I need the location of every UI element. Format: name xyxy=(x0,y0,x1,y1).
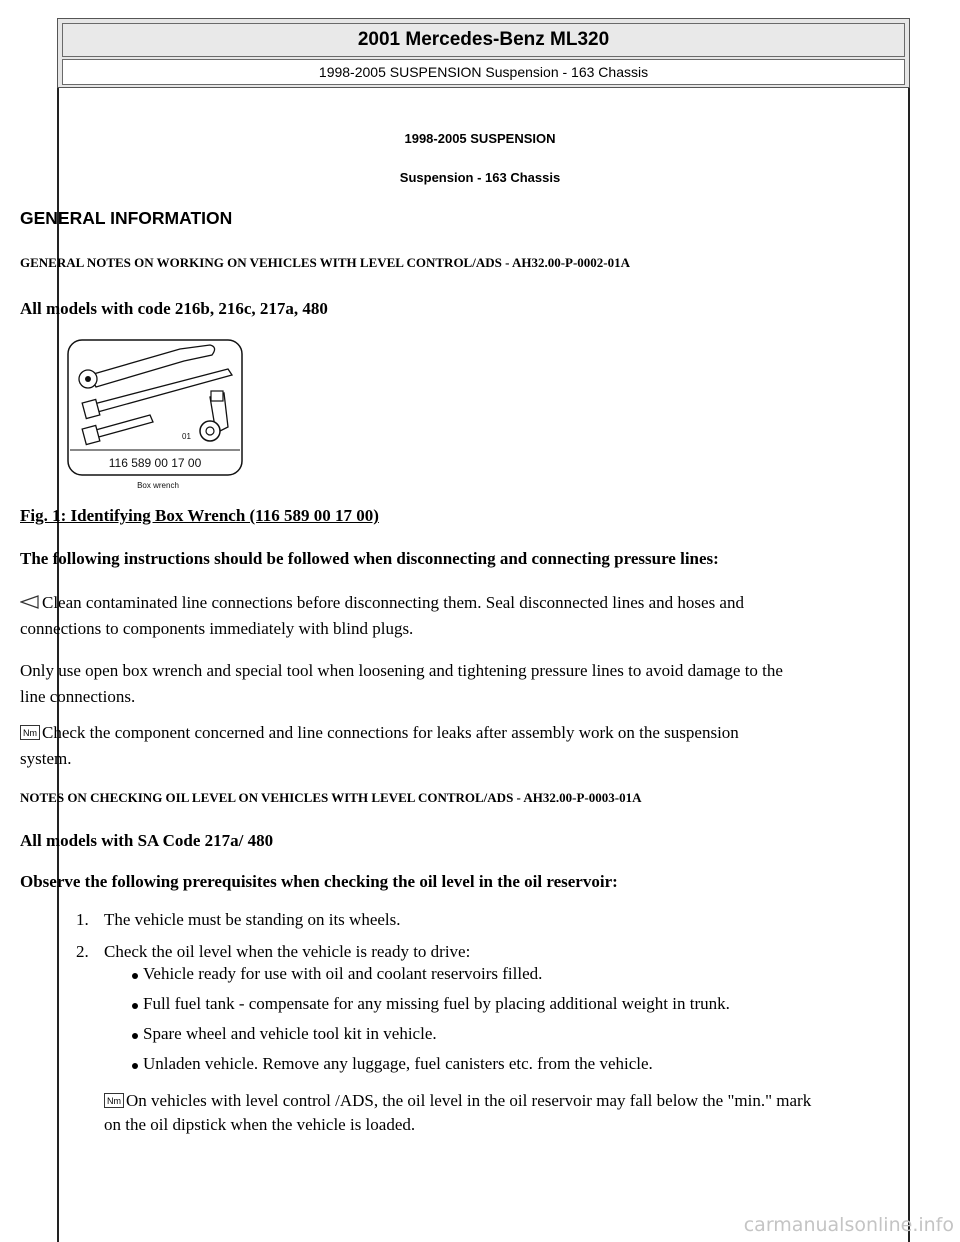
notes1-models: All models with code 216b, 216c, 217a, 480 xyxy=(20,299,328,318)
bullet-item: Spare wheel and vehicle tool kit in vehicle. xyxy=(143,1024,437,1043)
tool-label: Box wrench xyxy=(137,481,179,490)
doc-subtitle: Suspension - 163 Chassis xyxy=(399,170,561,185)
paragraph-clean-line2: connections to components immediately with blind plugs. xyxy=(20,619,414,638)
caution-icon xyxy=(20,595,40,609)
header-subtitle: 1998-2005 SUSPENSION Suspension - 163 Chassis xyxy=(62,59,905,85)
paragraph-wrench-line2: line connections. xyxy=(20,687,136,706)
figure-caption[interactable]: Fig. 1: Identifying Box Wrench (116 589 00 17 00) xyxy=(20,506,379,525)
nm-icon: Nm xyxy=(104,1093,124,1108)
box-wrench-figure xyxy=(60,335,250,493)
paragraph-check xyxy=(20,720,920,772)
bullet-item: Unladen vehicle. Remove any luggage, fuel canisters etc. from the vehicle. xyxy=(143,1054,653,1073)
step-number: 2. xyxy=(76,942,89,961)
paragraph-check-line1: Check the component concerned and line connections for leaks after assembly work on the suspension xyxy=(42,723,739,742)
watermark: carmanualsonline.info xyxy=(743,1214,954,1236)
step-number: 1. xyxy=(76,910,89,929)
doc-title: 1998-2005 SUSPENSION xyxy=(404,131,556,146)
notes2-heading: NOTES ON CHECKING OIL LEVEL ON VEHICLES WITH LEVEL CONTROL/ADS - AH32.00-P-0003-01A xyxy=(20,790,642,805)
header-banner xyxy=(57,18,910,88)
bullet-item: Vehicle ready for use with oil and coolant reservoirs filled. xyxy=(143,964,543,983)
oil-level-note-line2: on the oil dipstick when the vehicle is loaded. xyxy=(104,1115,416,1134)
notes2-models: All models with SA Code 217a/ 480 xyxy=(20,831,274,850)
paragraph-check-line2: system. xyxy=(20,749,72,768)
bullet-item: Full fuel tank - compensate for any missing fuel by placing additional weight in trunk. xyxy=(143,994,730,1013)
tool-number: 116 589 00 17 00 xyxy=(108,456,202,470)
bullet-dot xyxy=(132,1033,138,1039)
bullet-dot xyxy=(132,973,138,979)
paragraph-wrench xyxy=(20,658,920,710)
part-mark: 01 xyxy=(182,432,191,441)
instructions-intro: The following instructions should be followed when disconnecting and connecting pressure lines: xyxy=(20,549,719,568)
notes2-intro: Observe the following prerequisites when checking the oil level in the oil reservoir: xyxy=(20,872,618,891)
bullet-dot xyxy=(132,1003,138,1009)
oil-level-note-line1: On vehicles with level control /ADS, the oil level in the oil reservoir may fall below the "min." mark xyxy=(126,1091,812,1110)
section-heading: GENERAL INFORMATION xyxy=(20,208,233,228)
step-text: The vehicle must be standing on its wheels. xyxy=(104,910,401,929)
step-text: Check the oil level when the vehicle is ready to drive: xyxy=(104,942,471,961)
paragraph-wrench-line1: Only use open box wrench and special tool when loosening and tightening pressure lines to avoid damage to the xyxy=(20,661,783,680)
header-title: 2001 Mercedes-Benz ML320 xyxy=(62,23,905,57)
paragraph-clean xyxy=(20,590,920,642)
bullet-dot xyxy=(132,1063,138,1069)
nm-icon: Nm xyxy=(20,725,40,740)
oil-level-note xyxy=(104,1089,904,1137)
box-wrench-illustration xyxy=(60,335,250,493)
notes1-heading: GENERAL NOTES ON WORKING ON VEHICLES WITH LEVEL CONTROL/ADS - AH32.00-P-0002-01A xyxy=(20,255,631,270)
paragraph-clean-line1: Clean contaminated line connections before disconnecting them. Seal disconnected lines and hoses and xyxy=(42,593,744,612)
